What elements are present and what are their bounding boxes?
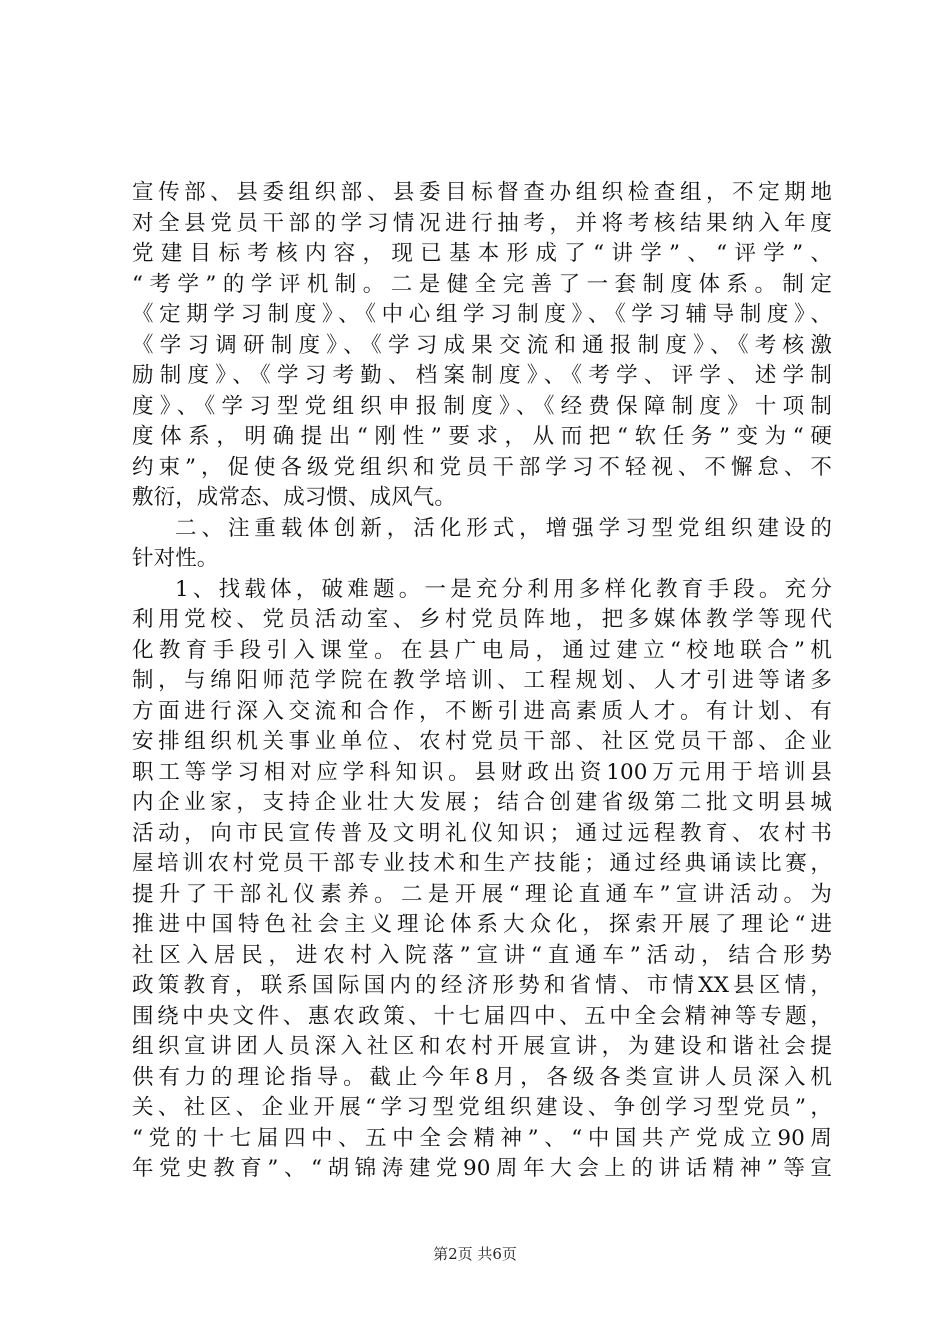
text-line: 化教育手段引入课堂。在县广电局，通过建立“校地联合”机 (132, 637, 832, 663)
text-line: 年党史教育”、“胡锦涛建党90周年大会上的讲话精神”等宣 (132, 1156, 832, 1181)
text-line: 屋培训农村党员干部专业技术和生产技能；通过经典诵读比赛， (132, 851, 832, 876)
text-line: 度体系，明确提出“刚性”要求，从而把“软任务”变为“硬 (132, 424, 832, 449)
text-line: 内企业家，支持企业壮大发展；结合创建省级第二批文明县城 (132, 790, 832, 815)
text-line: 《定期学习制度》、《中心组学习制度》、《学习辅导制度》、 (132, 302, 832, 327)
text-line: 励制度》、《学习考勤、档案制度》、《考学、评学、述学制 (132, 363, 832, 388)
text-line: 活动，向市民宣传普及文明礼仪知识；通过远程教育、农村书 (132, 820, 832, 846)
section-heading-line: 针对性。 (132, 546, 219, 571)
text-line: 约束”，促使各级党组织和党员干部学习不轻视、不懈怠、不 (132, 454, 832, 480)
text-line: 敷衍，成常态、成习惯、成风气。 (132, 485, 457, 510)
text-line: 利用党校、党员活动室、乡村党员阵地，把多媒体教学等现代 (132, 607, 832, 632)
text-line: 围绕中央文件、惠农政策、十七届四中、五中全会精神等专题， (132, 1003, 832, 1029)
text-line: 职工等学习相对应学科知识。县财政出资100万元用于培训县 (132, 759, 832, 785)
text-line: 社区入居民，进农村入院落”宣讲“直通车”活动，结合形势 (132, 942, 832, 968)
text-line: “考学”的学评机制。二是健全完善了一套制度体系。制定 (132, 271, 832, 297)
text-line: 《学习调研制度》、《学习成果交流和通报制度》、《考核激 (132, 332, 832, 358)
page-number-footer: 第2页 共6页 (433, 1245, 517, 1263)
text-line: 推进中国特色社会主义理论体系大众化，探索开展了理论“进 (132, 912, 832, 937)
text-line: 制，与绵阳师范学院在教学培训、工程规划、人才引进等诸多 (132, 668, 832, 693)
text-line: 政策教育，联系国际国内的经济形势和省情、市情XX县区情， (132, 973, 832, 998)
text-line: 宣传部、县委组织部、县委目标督查办组织检查组，不定期地 (132, 180, 832, 205)
text-line: 方面进行深入交流和合作，不断引进高素质人才。有计划、有 (132, 698, 832, 724)
text-line: 对全县党员干部的学习情况进行抽考，并将考核结果纳入年度 (132, 210, 832, 236)
text-line: 度》、《学习型党组织申报制度》、《经费保障制度》十项制 (132, 393, 832, 419)
text-line: “党的十七届四中、五中全会精神”、“中国共产党成立90周 (132, 1125, 832, 1151)
text-line: 党建目标考核内容，现已基本形成了“讲学”、“评学”、 (132, 241, 832, 266)
body-text (132, 178, 832, 1185)
text-line: 提升了干部礼仪素养。二是开展“理论直通车”宣讲活动。为 (132, 881, 832, 907)
text-line: 组织宣讲团人员深入社区和农村开展宣讲，为建设和谐社会提 (132, 1034, 832, 1059)
section-heading-line: 二、注重载体创新，活化形式，增强学习型党组织建设的 (175, 515, 832, 541)
text-line: 关、社区、企业开展“学习型党组织建设、争创学习型党员”， (132, 1095, 832, 1120)
text-line: 供有力的理论指导。截止今年8月，各级各类宣讲人员深入机 (132, 1064, 832, 1090)
text-line: 1、找载体，破难题。一是充分利用多样化教育手段。充分 (175, 576, 832, 602)
text-line: 安排组织机关事业单位、农村党员干部、社区党员干部、企业 (132, 729, 832, 754)
